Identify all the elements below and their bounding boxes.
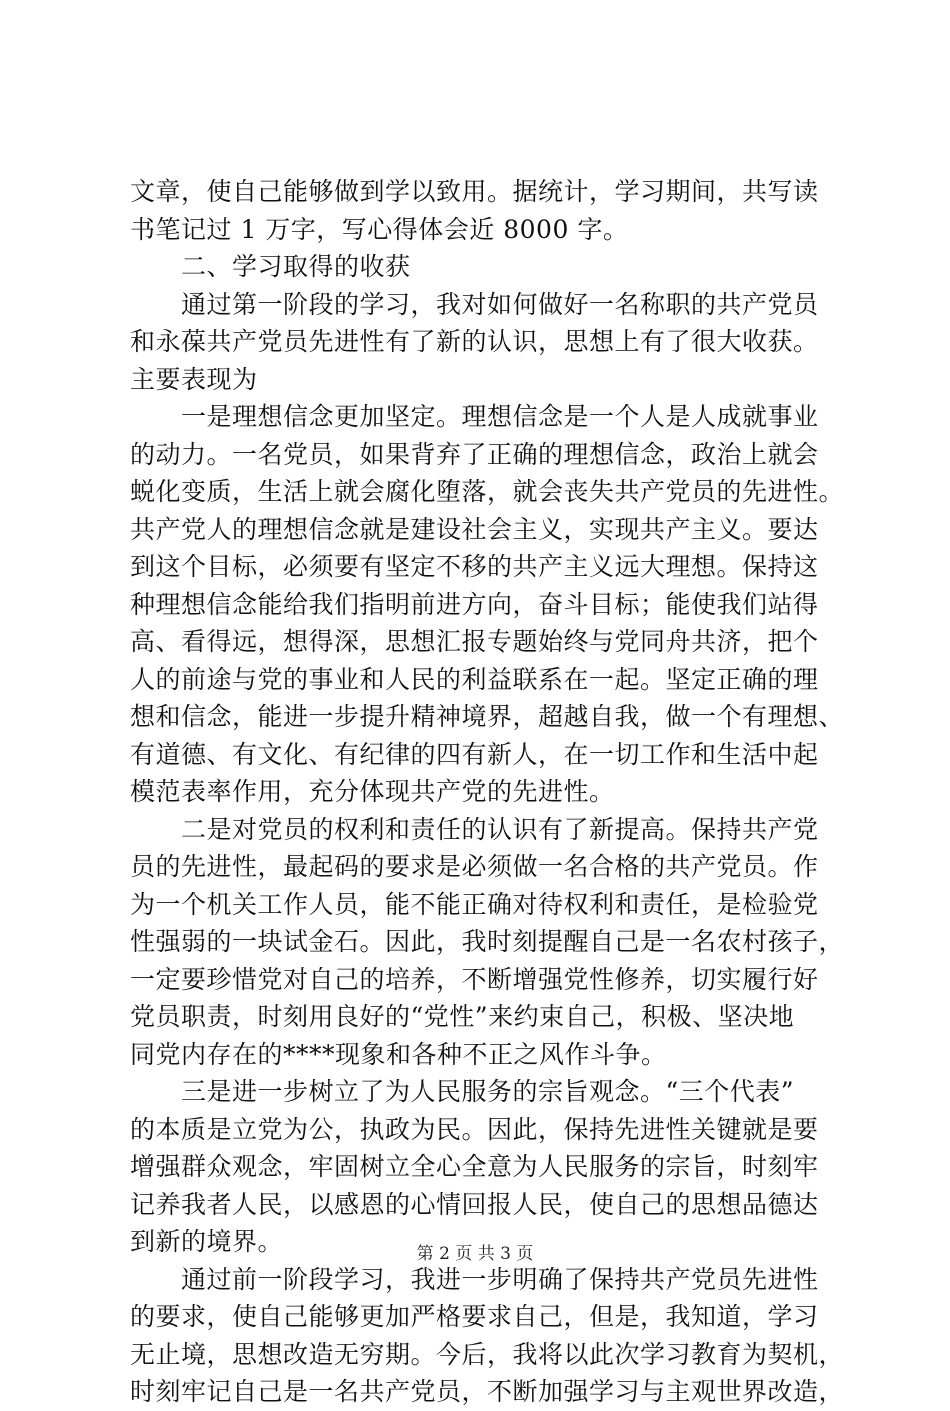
text-line: 人的前途与党的事业和人民的利益联系在一起。坚定正确的理 [130, 664, 819, 694]
text-line: 的要求，使自己能够更加严格要求自己，但是，我知道，学习 [130, 1302, 819, 1331]
text-line: 种理想信念能给我们指明前进方向，奋斗目标；能使我们站得 [130, 589, 819, 619]
text-line: 书笔记过 1 万字，写心得体会近 8000 字。 [130, 214, 629, 244]
text-line: 到这个目标，必须要有坚定不移的共产主义远大理想。保持这 [130, 552, 819, 581]
text-line: 二是对党员的权利和责任的认识有了新提高。保持共产党 [130, 814, 819, 844]
text-line: 的动力。一名党员，如果背弃了正确的理想信念，政治上就会 [130, 439, 819, 469]
text-line: 主要表现为 [130, 364, 258, 394]
text-line: 通过第一阶段的学习，我对如何做好一名称职的共产党员 [130, 289, 819, 319]
text-line: 为一个机关工作人员，能不能正确对待权利和责任，是检验党 [130, 889, 819, 919]
text-line: 同党内存在的****现象和各种不正之风作斗争。 [130, 1039, 667, 1069]
text-line: 蜕化变质，生活上就会腐化堕落，就会丧失共产党员的先进性。 [130, 477, 845, 506]
text-line: 时刻牢记自己是一名共产党员，不断加强学习与主观世界改造， [130, 1377, 845, 1406]
text-line: 一是理想信念更加坚定。理想信念是一个人是人成就事业 [130, 402, 819, 431]
text-line: 文章，使自己能够做到学以致用。据统计，学习期间，共写读 [130, 177, 819, 206]
text-line: 一定要珍惜党对自己的培养，不断增强党性修养，切实履行好 [130, 964, 819, 994]
text-line: 有道德、有文化、有纪律的四有新人，在一切工作和生活中起 [130, 739, 819, 769]
text-line: 党员职责，时刻用良好的“党性”来约束自己，积极、坚决地 [130, 1002, 795, 1031]
text-line: 增强群众观念，牢固树立全心全意为人民服务的宗旨，时刻牢 [130, 1152, 819, 1181]
text-line: 模范表率作用，充分体现共产党的先进性。 [130, 777, 615, 806]
text-line: 记养我者人民，以感恩的心情回报人民，使自己的思想品德达 [130, 1189, 819, 1219]
section-heading: 二、学习取得的收获 [130, 252, 411, 281]
page-number: 第 2 页 共 3 页 [416, 1244, 534, 1264]
page-footer [0, 1242, 950, 1266]
text-line: 通过前一阶段学习，我进一步明确了保持共产党员先进性 [130, 1264, 819, 1294]
text-line: 员的先进性，最起码的要求是必须做一名合格的共产党员。作 [130, 852, 819, 881]
text-line: 共产党人的理想信念就是建设社会主义，实现共产主义。要达 [130, 514, 819, 544]
text-line: 想和信念，能进一步提升精神境界，超越自我，做一个有理想、 [130, 702, 845, 731]
text-line: 的本质是立党为公，执政为民。因此，保持先进性关键就是要 [130, 1114, 819, 1144]
text-line: 到新的境界。 [130, 1227, 284, 1256]
text-line: 三是进一步树立了为人民服务的宗旨观念。“三个代表” [130, 1077, 795, 1106]
text-line: 和永葆共产党员先进性有了新的认识，思想上有了很大收获。 [130, 327, 819, 356]
text-line: 高、看得远，想得深，思想汇报专题始终与党同舟共济，把个 [130, 627, 819, 656]
text-line: 性强弱的一块试金石。因此，我时刻提醒自己是一名农村孩子， [130, 927, 845, 956]
body-text [130, 173, 845, 1411]
text-line: 无止境，思想改造无穷期。今后，我将以此次学习教育为契机， [130, 1339, 845, 1369]
